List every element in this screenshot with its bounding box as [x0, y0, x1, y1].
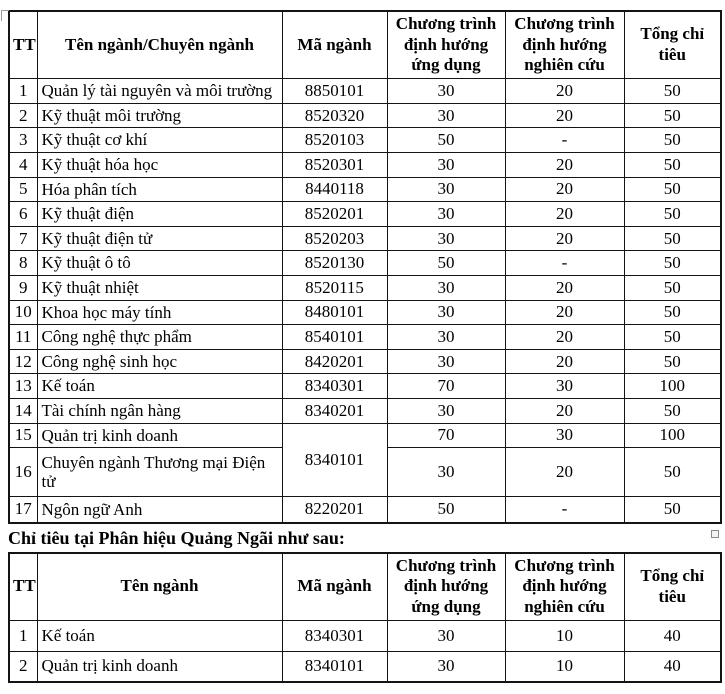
- cell-total: 50: [624, 300, 721, 325]
- cell-code: 8420201: [282, 349, 387, 374]
- cell-code: 8520201: [282, 202, 387, 227]
- cell-name: Chuyên ngành Thương mại Điện tử: [37, 448, 282, 497]
- table-row: [9, 275, 721, 300]
- cell-tt: 13: [9, 374, 37, 399]
- table-row: [9, 226, 721, 251]
- header-research: Chương trình định hướng nghiên cứu: [505, 553, 624, 621]
- table-row: [9, 398, 721, 423]
- cell-applied: 30: [387, 275, 505, 300]
- table-row: [9, 497, 721, 523]
- cell-code-merged: 8340101: [282, 423, 387, 497]
- cell-applied: 30: [387, 448, 505, 497]
- cell-total: 50: [624, 251, 721, 276]
- cell-applied: 50: [387, 251, 505, 276]
- cell-applied: 50: [387, 497, 505, 523]
- cell-total: 100: [624, 423, 721, 448]
- cell-code: 8520115: [282, 275, 387, 300]
- document-page: [0, 10, 725, 694]
- cell-applied: 30: [387, 325, 505, 350]
- cell-code: 8520203: [282, 226, 387, 251]
- cell-tt: 7: [9, 226, 37, 251]
- cell-code: 8440118: [282, 177, 387, 202]
- header-applied: Chương trình định hướng ứng dụng: [387, 553, 505, 621]
- cell-total: 50: [624, 398, 721, 423]
- cell-tt: 17: [9, 497, 37, 523]
- header-total: Tổng chỉ tiêu: [624, 11, 721, 79]
- cell-total: 40: [624, 651, 721, 682]
- header-tt: TT: [9, 553, 37, 621]
- table-row: [9, 152, 721, 177]
- table-row: [9, 128, 721, 153]
- cell-applied: 30: [387, 202, 505, 227]
- cell-applied: 70: [387, 374, 505, 399]
- cell-total: 50: [624, 448, 721, 497]
- cell-code: 8340101: [282, 651, 387, 682]
- cell-code: 8340301: [282, 621, 387, 652]
- table-row: [9, 251, 721, 276]
- cell-name: Quản trị kinh doanh: [37, 423, 282, 448]
- cell-applied: 30: [387, 152, 505, 177]
- cell-tt: 14: [9, 398, 37, 423]
- cell-research: 20: [505, 177, 624, 202]
- cell-name: Kỹ thuật điện: [37, 202, 282, 227]
- cell-research: 20: [505, 275, 624, 300]
- cell-name: Khoa học máy tính: [37, 300, 282, 325]
- cell-code: 8520301: [282, 152, 387, 177]
- cell-code: 8520130: [282, 251, 387, 276]
- table-row: [9, 177, 721, 202]
- table-row: [9, 79, 721, 104]
- header-tt: TT: [9, 11, 37, 79]
- cell-research: 20: [505, 300, 624, 325]
- cell-total: 50: [624, 177, 721, 202]
- table-row: [9, 202, 721, 227]
- cell-name: Kỹ thuật ô tô: [37, 251, 282, 276]
- quota-table-quang-ngai: [8, 552, 722, 683]
- header-total: Tổng chỉ tiêu: [624, 553, 721, 621]
- cell-applied: 50: [387, 128, 505, 153]
- cell-research: 20: [505, 152, 624, 177]
- cell-research: 20: [505, 398, 624, 423]
- cell-code: 8220201: [282, 497, 387, 523]
- cell-tt: 9: [9, 275, 37, 300]
- cell-applied: 30: [387, 398, 505, 423]
- table-row: [9, 300, 721, 325]
- table-row: [9, 423, 721, 448]
- header-name: Tên ngành: [37, 553, 282, 621]
- cell-research: -: [505, 251, 624, 276]
- table-row: [9, 621, 721, 652]
- table-row: [9, 651, 721, 682]
- cell-name: Kế toán: [37, 374, 282, 399]
- cell-name: Kế toán: [37, 621, 282, 652]
- cell-total: 50: [624, 226, 721, 251]
- cell-applied: 30: [387, 226, 505, 251]
- cell-applied: 30: [387, 349, 505, 374]
- header-research: Chương trình định hướng nghiên cứu: [505, 11, 624, 79]
- table-header-row: [9, 553, 721, 621]
- cell-research: -: [505, 497, 624, 523]
- cell-research: -: [505, 128, 624, 153]
- cell-tt: 1: [9, 621, 37, 652]
- cell-tt: 11: [9, 325, 37, 350]
- cell-applied: 30: [387, 621, 505, 652]
- cell-research: 10: [505, 621, 624, 652]
- cell-applied: 30: [387, 300, 505, 325]
- cell-name: Kỹ thuật điện tử: [37, 226, 282, 251]
- cell-applied: 70: [387, 423, 505, 448]
- cell-research: 20: [505, 202, 624, 227]
- cell-research: 20: [505, 79, 624, 104]
- cell-name: Hóa phân tích: [37, 177, 282, 202]
- cell-tt: 16: [9, 448, 37, 497]
- header-code: Mã ngành: [282, 11, 387, 79]
- header-applied: Chương trình định hướng ứng dụng: [387, 11, 505, 79]
- table-row: [9, 374, 721, 399]
- cell-tt: 3: [9, 128, 37, 153]
- cell-code: 8520103: [282, 128, 387, 153]
- cell-tt: 12: [9, 349, 37, 374]
- cell-code: 8520320: [282, 103, 387, 128]
- cell-research: 20: [505, 103, 624, 128]
- cell-total: 50: [624, 103, 721, 128]
- cell-code: 8340201: [282, 398, 387, 423]
- header-name: Tên ngành/Chuyên ngành: [37, 11, 282, 79]
- cell-tt: 15: [9, 423, 37, 448]
- cell-code: 8480101: [282, 300, 387, 325]
- cell-tt: 4: [9, 152, 37, 177]
- cell-research: 20: [505, 325, 624, 350]
- cell-applied: 30: [387, 103, 505, 128]
- cell-name: Kỹ thuật hóa học: [37, 152, 282, 177]
- cell-research: 20: [505, 226, 624, 251]
- table-row: [9, 349, 721, 374]
- cell-total: 50: [624, 202, 721, 227]
- cell-name: Tài chính ngân hàng: [37, 398, 282, 423]
- cell-tt: 10: [9, 300, 37, 325]
- cell-total: 50: [624, 152, 721, 177]
- cell-research: 20: [505, 349, 624, 374]
- table-row: [9, 325, 721, 350]
- cell-name: Kỹ thuật môi trường: [37, 103, 282, 128]
- cell-total: 50: [624, 497, 721, 523]
- header-code: Mã ngành: [282, 553, 387, 621]
- cell-applied: 30: [387, 651, 505, 682]
- cell-name: Công nghệ thực phẩm: [37, 325, 282, 350]
- cell-tt: 2: [9, 103, 37, 128]
- cell-total: 40: [624, 621, 721, 652]
- cell-name: Ngôn ngữ Anh: [37, 497, 282, 523]
- cell-research: 30: [505, 374, 624, 399]
- cell-total: 50: [624, 128, 721, 153]
- cell-name: Công nghệ sinh học: [37, 349, 282, 374]
- cell-tt: 5: [9, 177, 37, 202]
- cell-total: 50: [624, 349, 721, 374]
- cell-code: 8340301: [282, 374, 387, 399]
- cell-name: Kỹ thuật cơ khí: [37, 128, 282, 153]
- cell-research: 20: [505, 448, 624, 497]
- cell-research: 30: [505, 423, 624, 448]
- cell-tt: 8: [9, 251, 37, 276]
- cell-code: 8540101: [282, 325, 387, 350]
- cell-code: 8850101: [282, 79, 387, 104]
- cell-total: 100: [624, 374, 721, 399]
- cell-total: 50: [624, 79, 721, 104]
- table-resize-handle-icon[interactable]: [711, 530, 719, 538]
- cell-total: 50: [624, 275, 721, 300]
- cell-total: 50: [624, 325, 721, 350]
- table-header-row: [9, 11, 721, 79]
- section-heading: Chỉ tiêu tại Phân hiệu Quảng Ngãi như sau:: [8, 527, 345, 548]
- cell-applied: 30: [387, 79, 505, 104]
- table-anchor-mark-icon: [1, 10, 9, 21]
- cell-tt: 1: [9, 79, 37, 104]
- cell-tt: 6: [9, 202, 37, 227]
- cell-name: Kỹ thuật nhiệt: [37, 275, 282, 300]
- cell-name: Quản lý tài nguyên và môi trường: [37, 79, 282, 104]
- cell-tt: 2: [9, 651, 37, 682]
- cell-name: Quản trị kinh doanh: [37, 651, 282, 682]
- cell-research: 10: [505, 651, 624, 682]
- table-row: [9, 103, 721, 128]
- cell-applied: 30: [387, 177, 505, 202]
- quota-table-main: [8, 10, 722, 524]
